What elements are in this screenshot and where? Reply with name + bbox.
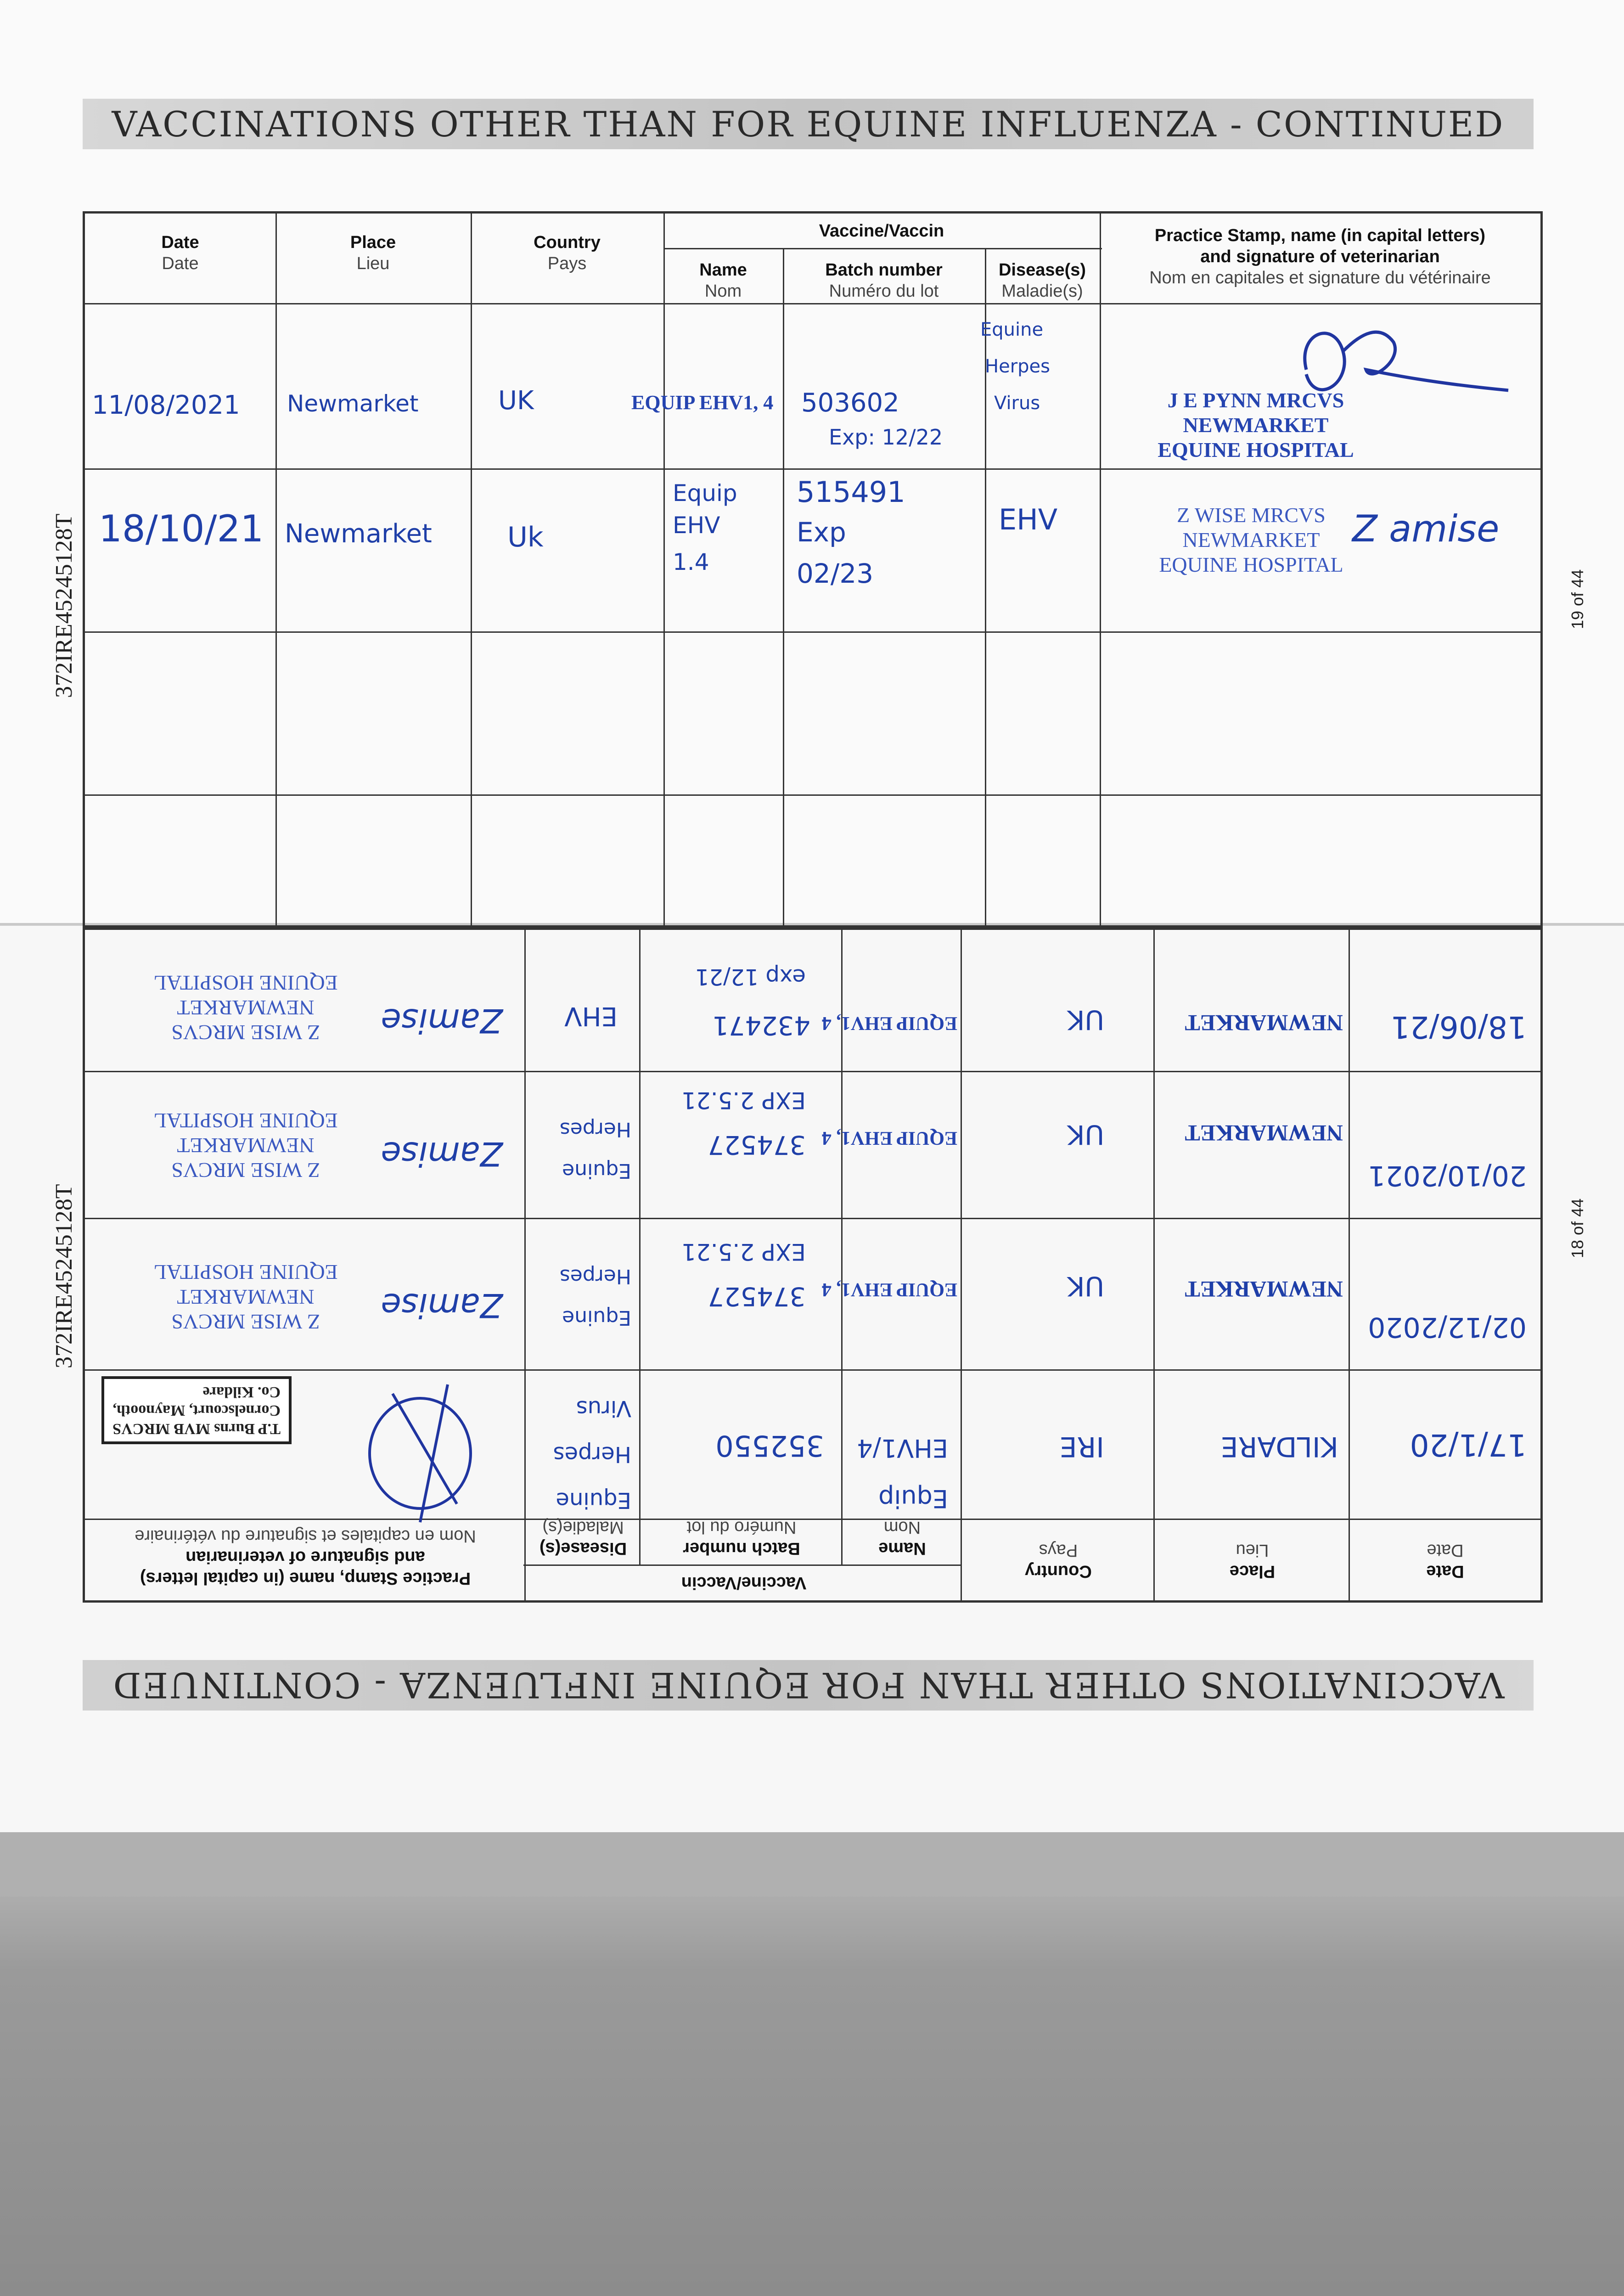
b-row1-stamp: T.P Burns MVB MRCVS Cornelscourt, Maynooth, Co. Kildare <box>101 1376 292 1444</box>
b-row1-signature <box>328 1375 512 1531</box>
header-name: Name Nom <box>699 260 747 301</box>
header-stamp: Practice Stamp, name (in capital letters) and signature of veterinarian Nom en capitales et signature du vétérinaire <box>1149 226 1491 287</box>
header-country: Country Pays <box>534 233 601 273</box>
vaccination-table-top <box>83 211 1543 928</box>
b-row4-signature: Zamise <box>381 1002 503 1040</box>
header-name-b: Name Nom <box>878 1518 926 1558</box>
b-row2-place: NEWMARKET <box>1185 1277 1343 1302</box>
row1-batch: 503602 <box>801 388 899 418</box>
b-row3-country: UK <box>1067 1119 1104 1150</box>
header-date: Date Date <box>161 233 199 273</box>
header-disease: Disease(s) Maladie(s) <box>998 260 1086 301</box>
header-date-b: Date Date <box>1426 1541 1464 1581</box>
page-number-top: 19 of 44 <box>1568 569 1587 629</box>
row1-signature <box>1288 315 1536 425</box>
row2-country: Uk <box>507 521 544 553</box>
row1-disease-3: Virus <box>994 393 1040 414</box>
b-row2-name: EQUIP EHV1, 4 <box>821 1279 957 1300</box>
row2-name-2: EHV <box>673 512 720 539</box>
page-title-top: VACCINATIONS OTHER THAN FOR EQUINE INFLUENZA - CONTINUED <box>83 99 1534 149</box>
b-row4-batch: 432471 <box>712 1010 810 1040</box>
b-row3-disease-2: Herpes <box>559 1118 631 1141</box>
scanner-background <box>0 1832 1624 2296</box>
b-row2-date: 02/12/2020 <box>1368 1311 1527 1343</box>
b-row2-country: UK <box>1067 1271 1104 1302</box>
b-row2-stamp: Z WISE MRCVS NEWMARKET EQUINE HOSPITAL <box>153 1261 338 1334</box>
b-row3-disease-1: Equine <box>562 1159 631 1182</box>
b-row1-batch: 352550 <box>715 1429 824 1463</box>
row1-disease-2: Herpes <box>985 356 1050 377</box>
b-row2-disease-1: Equine <box>562 1306 631 1329</box>
side-id-top: 372IRE45245128T <box>51 513 77 698</box>
b-row3-batch: 374527 <box>708 1130 806 1159</box>
row2-expiry-1: Exp <box>797 517 846 548</box>
b-row1-disease-3: Virus <box>576 1396 631 1421</box>
b-row3-expiry: EXP 2.5.21 <box>681 1087 806 1114</box>
b-row3-place: NEWMARKET <box>1185 1120 1343 1146</box>
row1-disease-1: Equine <box>980 319 1044 340</box>
header-batch: Batch number Numéro du lot <box>825 260 943 301</box>
b-row3-name: EQUIP EHV1, 4 <box>821 1127 957 1148</box>
b-row1-date: 17/1/20 <box>1410 1427 1527 1463</box>
header-place: Place Lieu <box>350 233 396 273</box>
b-row3-signature: Zamise <box>381 1135 503 1173</box>
row2-place: Newmarket <box>285 519 432 549</box>
b-row2-disease-2: Herpes <box>559 1265 631 1288</box>
b-row4-place: NEWMARKET <box>1185 1010 1343 1036</box>
side-id-bottom: 372IRE45245128T <box>51 1184 77 1368</box>
row2-name-3: 1.4 <box>673 549 709 575</box>
b-row4-name: EQUIP EHV1, 4 <box>821 1013 957 1034</box>
b-row1-disease-1: Equine <box>556 1487 631 1513</box>
b-row3-stamp: Z WISE MRCVS NEWMARKET EQUINE HOSPITAL <box>153 1109 338 1182</box>
header-country-b: Country Pays <box>1025 1541 1092 1581</box>
row2-name-1: Equip <box>673 480 737 506</box>
row1-country: UK <box>498 386 534 416</box>
row2-signature: Z amise <box>1352 507 1500 550</box>
b-row2-batch: 374527 <box>708 1281 806 1311</box>
row1-date: 11/08/2021 <box>92 390 240 420</box>
b-row4-disease: EHV <box>564 1001 618 1031</box>
row2-batch: 515491 <box>797 475 905 509</box>
b-row1-name-2: EHV1/4 <box>857 1434 948 1463</box>
b-row2-signature: Zamise <box>381 1286 503 1325</box>
row1-expiry: Exp: 12/22 <box>829 425 943 450</box>
header-disease-b: Disease(s) Maladie(s) <box>539 1518 627 1558</box>
row1-stamp: J E PYNN MRCVS NEWMARKET EQUINE HOSPITAL <box>1158 388 1354 461</box>
page-number-bottom: 18 of 44 <box>1568 1198 1587 1258</box>
header-vaccine: Vaccine/Vaccin <box>819 221 944 241</box>
b-row4-expiry: exp 12/21 <box>695 964 806 990</box>
b-row2-expiry: EXP 2.5.21 <box>681 1238 806 1265</box>
b-row1-place: KILDARE <box>1220 1430 1338 1463</box>
header-place-b: Place Lieu <box>1229 1541 1276 1581</box>
row2-date: 18/10/21 <box>99 507 264 550</box>
b-row1-name-1: Equip <box>878 1484 948 1513</box>
header-vaccine-b: Vaccine/Vaccin <box>681 1573 807 1593</box>
page-title-bottom: VACCINATIONS OTHER THAN FOR EQUINE INFLUENZA - CONTINUED <box>83 1660 1534 1711</box>
b-row1-disease-2: Herpes <box>553 1441 631 1467</box>
header-stamp-b: Practice Stamp, name (in capital letters) and signature of veterinarian Nom en capitales et signature du vétérinaire <box>135 1526 476 1588</box>
row2-disease: EHV <box>999 503 1058 536</box>
row1-place: Newmarket <box>287 390 419 417</box>
header-batch-b: Batch number Numéro du lot <box>683 1518 800 1558</box>
vaccination-table-bottom <box>83 928 1543 1603</box>
b-row3-date: 20/10/2021 <box>1368 1159 1527 1192</box>
b-row4-country: UK <box>1067 1004 1104 1035</box>
b-row1-country: IRE <box>1059 1430 1104 1463</box>
row2-stamp: Z WISE MRCVS NEWMARKET EQUINE HOSPITAL <box>1159 503 1343 576</box>
row1-name: EQUIP EHV1, 4 <box>631 391 774 414</box>
b-row4-stamp: Z WISE MRCVS NEWMARKET EQUINE HOSPITAL <box>153 971 338 1044</box>
row2-expiry-2: 02/23 <box>797 558 874 589</box>
b-row4-date: 18/06/21 <box>1390 1009 1527 1045</box>
